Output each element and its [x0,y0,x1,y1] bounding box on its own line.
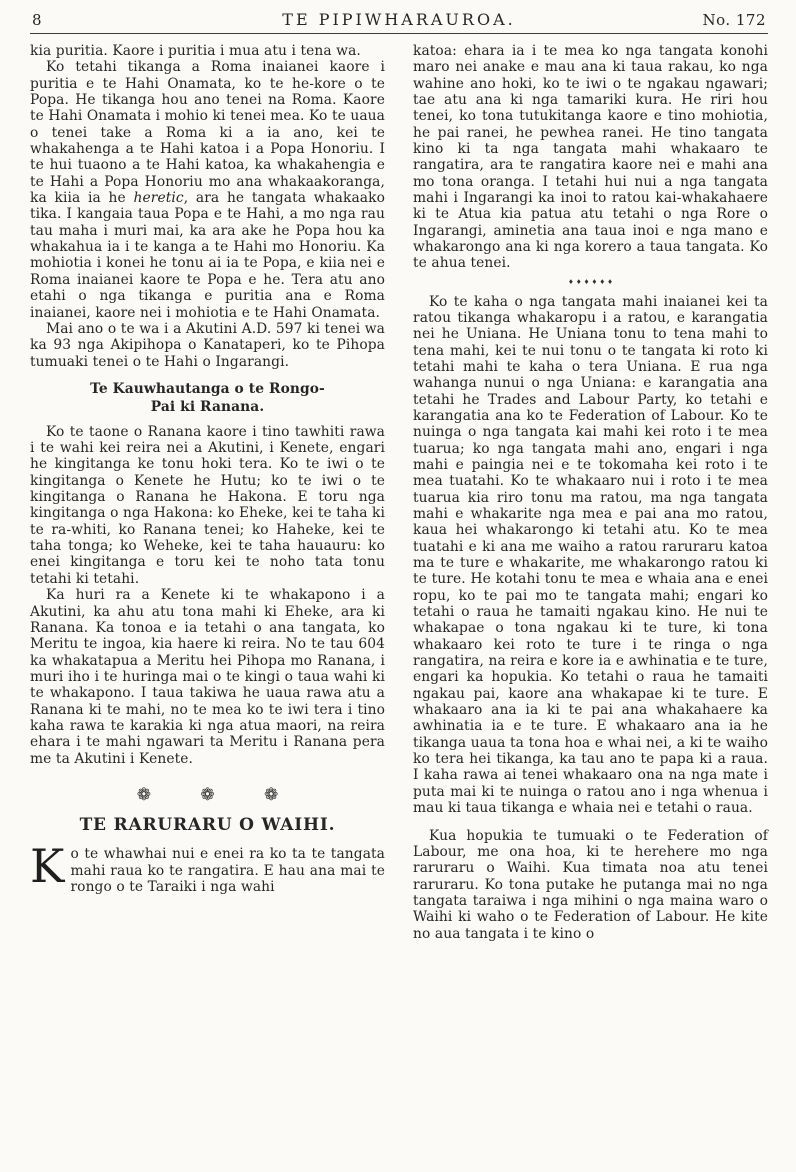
paragraph-continuation: kia puritia. Kaore i puritia i mua atu i tena wa. [30,43,361,59]
paragraph-ranana-2: Ka huri ra a Kenete ki te whakapono i a Akutini, ka ahu atu tona mahi ki Eheke, ara ki Ranana. Ka tonoa e ia tetahi o ana tangata, ko Meritu te ingoa, kia haere ki reira. No te tau 604 ka whakatapua a Meritu hei Pihopa mo Ranana, i muri iho i te huringa mai o te kingi o taua wahi ki te whakapono. I taua takiwa he uaua rawa atu a Ranana ki te mahi, no te mea ko te iwi tera i tino kaha rawa te karakia ki nga atua maori, na reira ehara i te mahi ngawari ta Meritu i Ranana pera me ta Akutini i Kenete. [30,587,385,767]
divider-ornament: ♦♦♦♦♦♦ [568,277,615,286]
left-column [30,43,385,942]
masthead-title: TE PIPIWHARAUROA. [282,10,516,29]
paragraph-text: o te whawhai nui e enei ra ko ta te tangata mahi raua ko te rangatira. E hau ana mai te rongo o te Taraiki i nga wahi [70,846,385,895]
paragraph-hopukia: Kua hopukia te tumuaki o te Federation of Labour, me ona hoa, ki te herehere mo nga raruraru o Waihi. Kua timata noa atu tenei raruraru. Ko tona putake he putanga mai no nga tangata taraiwa i nga mihini o nga maina waro o Waihi ki waho o te Federation of Labour. He kite no aua tangata i te kino o [413,827,768,942]
paragraph-text: , ara he tangata whakaako tika. I kangaia taua Popa e te Hahi, a mo nga rau tau maha i muri mai, ka ara ake he Popa hou ka whakahua ia i te kanga a te Hahi mo Honoriu. Ka mohiotia i konei he tonu ai ia te Popa, e kiia nei e Roma inaianei kaore te Popa e he. Tera atu ano etahi o nga tikanga e puritia ana e Roma inaianei, kaore nei i mohiotia e te Hahi Onamata. [30,190,385,321]
article-columns [30,43,768,942]
header-rule [30,33,768,34]
right-column [413,43,768,942]
page-number: 8 [32,11,42,29]
paragraph-roma [30,59,385,321]
paragraph-continuation: katoa: ehara ia i te mea ko nga tangata konohi maro nei anake e mau ana ki taua rakau, ko nga wahine ano hoki, ko te iwi o te ngakau ngawari; tae atu ana ki nga tamariki kura. He riri hou tenei, ko tona tutukitanga kaore e tino mohiotia, he pai ranei, he pewhea ranei. He tino tangata kino ki ta nga tangata mahi whakaaro te rangatira, ara te rangatira kaore nei e mahi ana mo tona oranga. I tetahi hui nui a nga tangata mahi i Ingarangi ka inoi to ratou kai-whakahaere ki te Atua kia patua atu tetahi o nga Rore o Ingarangi, aminetia ana taua inoi e nga mano e whakarongo ana ki nga korero a taua tangata. Ko te ahua tenei. [413,43,768,272]
drop-cap-letter: K [30,839,65,894]
paragraph-ranana-1: Ko te taone o Ranana kaore i tino tawhiti rawa i te wahi kei reira nei a Akutini, i Kenete, engari he kingitanga ke tonu hoki tera. Ko te iwi o te kingitanga o Kenete he Hutu; ko te iwi o te kingitanga o Ranana he Hakona. E toru nga kingitanga o nga Hakona: ko Eheke, kei te taha ki te ra-whiti, ko Ranana tenei; ko Haheke, kei te taha tonga; ko Weheke, kei te taha hauauru: ko enei kingitanga e toru kei te noho tata tonu tetahi ki tetahi. [30,423,385,587]
fleuron-ornament-row: ❁ ❁ ❁ [136,784,301,805]
section-heading-kauwhautanga: Te Kauwhautanga o te Rongo-Pai ki Ranana. [90,380,325,415]
italic-word-heretic: heretic [133,190,184,207]
page-header [30,10,768,29]
paragraph-waihi-start [30,839,385,895]
section-heading-waihi: TE RARURARU O WAIHI. [79,815,336,836]
issue-number: No. 172 [702,11,766,29]
paragraph-akutini: Mai ano o te wa i a Akutini A.D. 597 ki tenei wa ka 93 nga Akipihopa o Kanataperi, ko te Pihopa tumuaki tenei o te Hahi o Ingarangi. [30,320,385,370]
paragraph-uniana: Ko te kaha o nga tangata mahi inaianei kei ta ratou tikanga whakaropu i a ratou, e karangatia nei he Uniana. He Uniana tonu to tena mahi to tena mahi, kei te nui tonu o te tangata ki roto ki tetahi mahi te kaha o tera Uniana. E rua nga wahanga nunui o nga Uniana: e karangatia ana tetahi he Trades and Labour Party, ko tetahi e karangatia ana ko te Federation of Labour. Ko te nuinga o nga tangata kai mahi kei roto i te mea tuarua; ko nga tangata mahi ano, engari i nga mahi e paingia nei e te tokomaha kei roto i te mea tuatahi. Ko te whakaaro nui i roto i te mea tuarua kia riro tonu ma ratou, ma nga tangata mahi e whakarite nga mea e pai ana mo ratou, kaua hei whakarongo ki tetahi atu. Ko te mea tuatahi e ki ana me waiho a ratou raruraru katoa ma te ture e whakarite, me whakarongo ratou ki te ture. He kotahi tonu te mea e whaia ana e enei ropu, ko te pai mo te tangata mahi; engari ko tetahi o raua he tamaiti ngakau kino. He nui te whakapae o tona ngakau ki te ture, ki tona whakaaro kei roto te ture i te ringa o nga rangatira, na reira e kore ia e awhinatia e te ture, engari ka hopukia. Ko tetahi o raua he tamaiti ngakau pai, kaore ana whakapae ki te ture. E whakaaro ana ia ki te pai ana whakahaere ka awhinatia ia e te ture. E whakaaro ana ia he tikanga uaua ta tona hoa e whai nei, a ki te waiho ko tera hei tikanga, ka tau ano te papa ki a raua. I kaha rawa ai tenei whakaaro ona na nga mate i puta mai ki te nuinga o ratou ano i nga whenua i mau ki taua tikanga e whaia nei e tetahi o raua. [413,293,768,817]
paragraph-text: Ko tetahi tikanga a Roma inaianei kaore i puritia e te Hahi Onamata, ko te he-kore o te Popa. He tikanga hou ano tenei na Roma. Kaore te Hahi Onamata i mohio ki tenei mea. Ko te uaua o tenei take a Roma ki a ia ano, kei te whakahenga a te Hahi katoa i a Popa Honoriu. I te hui tuaono a te Hahi katoa, ka whakahengia e te Hahi a Popa Honoriu mo ana whakaakoranga, ka kiia ia he [30,59,385,207]
